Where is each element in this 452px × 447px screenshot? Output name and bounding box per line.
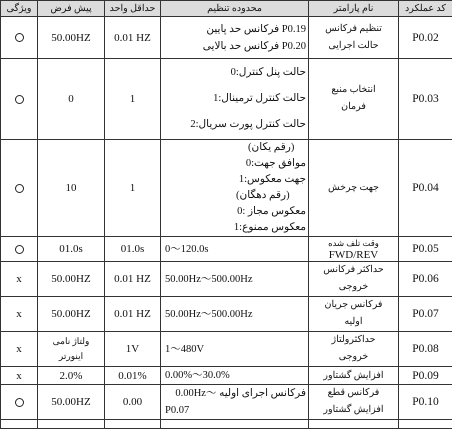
name-cell [309, 237, 399, 262]
table-row [1, 17, 452, 59]
range-cell [161, 59, 309, 140]
code-cell: P0.05 [399, 237, 452, 262]
range-cell: 1～480V [161, 332, 309, 367]
empty-cell [161, 420, 309, 429]
range-cell [161, 17, 309, 59]
range-line: موافق جهت:0 [245, 158, 306, 169]
default-cell: 10 [38, 140, 105, 237]
name-line: اولیه [344, 317, 363, 327]
code-cell: P0.03 [399, 59, 452, 140]
name-line: انتخاب منبع [331, 85, 376, 95]
digit-label: (رقم دهگان) [236, 190, 290, 201]
name-line: حالت اجرایی [328, 40, 379, 51]
empty-cell [399, 420, 452, 429]
range-cell: 0～120.0s [161, 237, 309, 262]
range-line [163, 140, 306, 156]
circle-icon [15, 184, 24, 193]
feature-cell: x [1, 297, 38, 332]
range-cell: 50.00Hz～500.00Hz [161, 297, 309, 332]
circle-icon [15, 95, 24, 104]
code-cell: P0.08 [399, 332, 452, 367]
min-unit-cell: 1 [105, 59, 161, 140]
name-cell [309, 297, 399, 332]
name-line: حداکثرولتاژ [331, 335, 376, 345]
code-cell: P0.09 [399, 367, 452, 385]
table-row [1, 297, 452, 332]
feature-cell [1, 59, 38, 140]
circle-icon [15, 33, 24, 42]
table-row [1, 367, 452, 385]
name-cell [309, 332, 399, 367]
range-line: معکوس ممنوع:1 [233, 222, 306, 233]
default-line: ولتاژ نامی [52, 336, 90, 346]
name-line: فرمان [341, 102, 366, 112]
circle-icon [15, 245, 24, 254]
default-cell: 50.00HZ [38, 297, 105, 332]
min-unit-cell: 1V [105, 332, 161, 367]
name-cell [309, 59, 399, 140]
min-unit-cell: 1 [105, 140, 161, 237]
code-cell: P0.04 [399, 140, 452, 237]
default-line: اینورتر [58, 351, 84, 361]
range-line: حالت پنل کنترل:0 [230, 67, 306, 78]
min-unit-cell: 01.0s [105, 237, 161, 262]
min-unit-cell: 0.00 [105, 385, 161, 420]
header-range: محدوده تنظیم [161, 1, 309, 17]
name-cell [309, 17, 399, 59]
header-name: نام پارامتر [309, 1, 399, 17]
range-line: P0.19 فرکانس حد پایین [206, 23, 306, 35]
feature-cell: x [1, 367, 38, 385]
feature-cell [1, 140, 38, 237]
name-line: وقت تلف شده [328, 238, 379, 248]
default-cell: 2.0% [38, 367, 105, 385]
default-cell: 01.0s [38, 237, 105, 262]
min-unit-cell: 0.01 HZ [105, 297, 161, 332]
digit-label: (رقم یکان) [248, 142, 295, 153]
range-cell [161, 385, 309, 420]
default-cell [38, 332, 105, 367]
range-cell: 0.00%～30.0% [161, 367, 309, 385]
range-line: P0.07 [165, 405, 190, 416]
name-cell: افزایش گشتاور [309, 367, 399, 385]
header-default: پیش فرض [38, 1, 105, 17]
table-row [1, 140, 452, 237]
feature-cell [1, 17, 38, 59]
name-line: حداکثر فرکانس [323, 265, 384, 275]
empty-cell [105, 420, 161, 429]
table-row [1, 59, 452, 140]
feature-cell [1, 385, 38, 420]
code-cell: P0.07 [399, 297, 452, 332]
range-line: حالت کنترل پورت سریال:2 [190, 119, 306, 130]
min-unit-cell: 0.01 HZ [105, 262, 161, 297]
default-cell: 50.00HZ [38, 385, 105, 420]
range-line: جهت معکوس:1 [238, 174, 306, 185]
name-line: FWD/REV [328, 249, 379, 261]
header-feature: ویژگی [1, 1, 38, 17]
code-cell: P0.02 [399, 17, 452, 59]
name-cell [309, 262, 399, 297]
name-line: تنظیم فرکانس [325, 23, 382, 34]
range-line: فرکانس اجرای اولیه ～0.00Hz [175, 388, 306, 399]
min-unit-cell: 0.01 HZ [105, 17, 161, 59]
code-cell: P0.06 [399, 262, 452, 297]
default-cell: 50.00HZ [38, 17, 105, 59]
range-line: حالت کنترل ترمینال:1 [213, 93, 306, 104]
code-cell: P0.10 [399, 385, 452, 420]
empty-cell [1, 420, 38, 429]
min-unit-cell: 0.01% [105, 367, 161, 385]
range-cell: 50.00Hz～500.00Hz [161, 262, 309, 297]
name-line: فرکانس جریان [324, 300, 383, 310]
range-line: P0.20 فرکانس حد بالایی [202, 40, 306, 52]
feature-cell: x [1, 262, 38, 297]
table-row [1, 237, 452, 262]
name-line: خروجی [338, 352, 369, 362]
table-row [1, 332, 452, 367]
header-code: کد عملکرد [399, 1, 452, 17]
default-cell: 50.00HZ [38, 262, 105, 297]
feature-cell [1, 237, 38, 262]
range-line: معکوس مجاز :0 [237, 206, 306, 217]
range-cell [161, 140, 309, 237]
header-min-unit: حداقل واحد [105, 1, 161, 17]
feature-cell: x [1, 332, 38, 367]
empty-cell [309, 420, 399, 429]
table-row [1, 385, 452, 420]
name-cell: جهت چرخش [309, 140, 399, 237]
empty-cell [38, 420, 105, 429]
name-cell [309, 385, 399, 420]
range-line [163, 188, 306, 204]
default-cell: 0 [38, 59, 105, 140]
circle-icon [15, 398, 24, 407]
name-line: فرکانس قطع [327, 388, 380, 398]
header-row [1, 1, 452, 17]
name-line: خروجی [338, 282, 369, 292]
name-line: افزایش گشتاور [323, 405, 384, 415]
table-row-partial [1, 420, 452, 429]
table-row [1, 262, 452, 297]
